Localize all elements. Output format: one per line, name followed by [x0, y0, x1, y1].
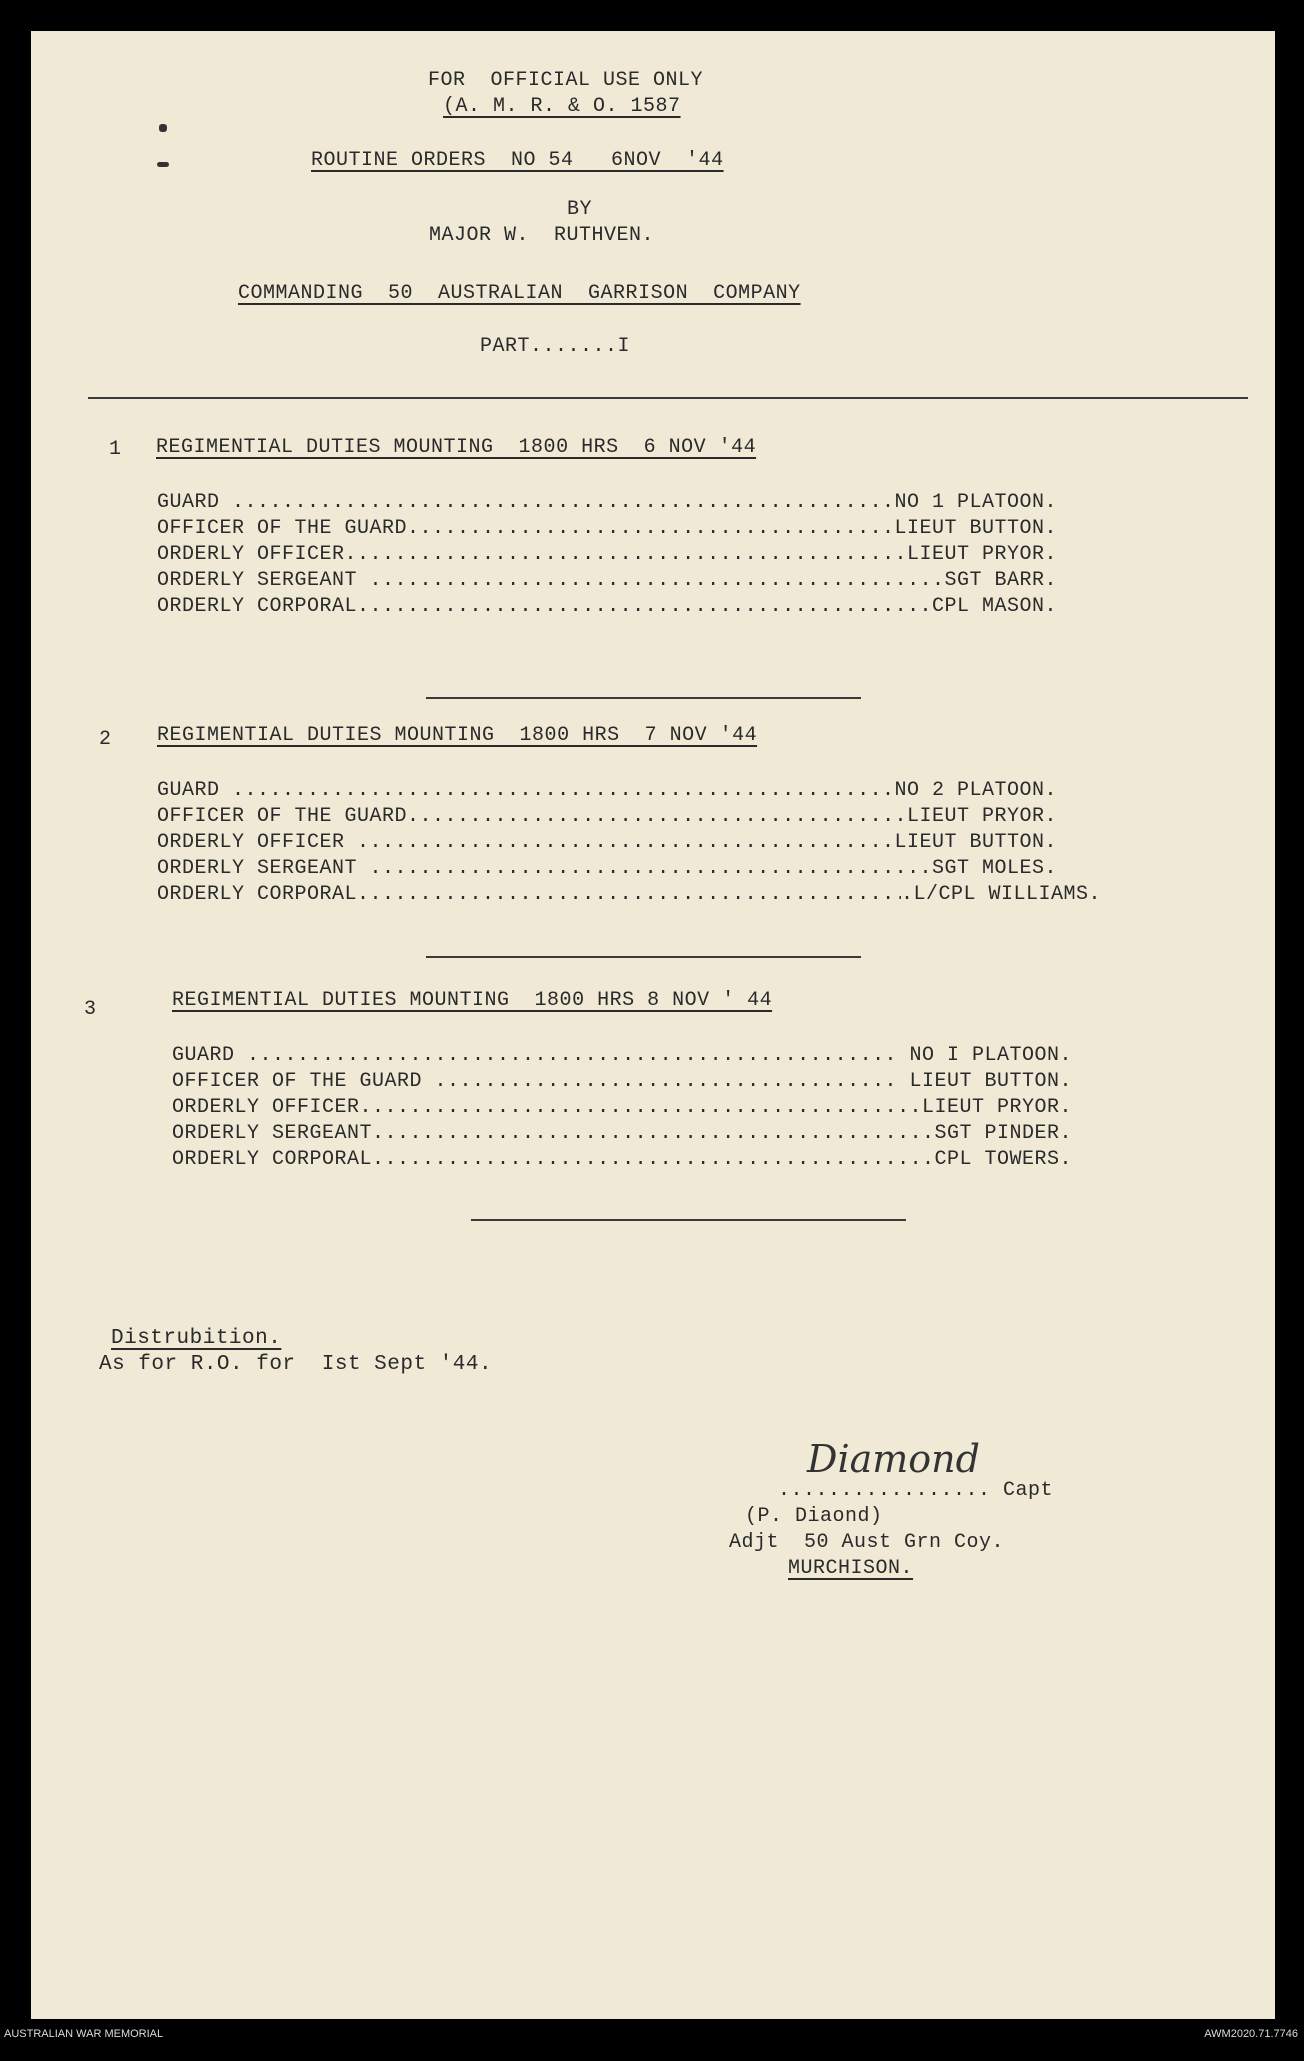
duty-row: [172, 1148, 1072, 1171]
duty-row: [157, 831, 1057, 854]
major-name: MAJOR W. RUTHVEN.: [429, 224, 655, 247]
duty-row: [157, 543, 1057, 566]
section-divider: [471, 1219, 906, 1221]
duty-label: ORDERLY OFFICER: [157, 543, 345, 566]
duty-value: .LIEUT PRYOR.: [909, 1096, 1072, 1119]
part-line: PART.......I: [480, 335, 631, 358]
duty-value: .LIEUT BUTTON.: [881, 831, 1057, 854]
duty-label: OFFICER OF THE GUARD: [157, 517, 408, 540]
footer-left: AUSTRALIAN WAR MEMORIAL: [4, 2028, 164, 2040]
duty-value: .NO 1 PLATOON.: [881, 491, 1057, 514]
duty-value: . NO I PLATOON.: [884, 1044, 1072, 1067]
duty-value: .SGT BARR.: [931, 569, 1057, 592]
duty-value: . LIEUT BUTTON.: [884, 1070, 1072, 1093]
by-line: BY: [567, 198, 593, 221]
amr-reference: (A. M. R. & O. 1587: [443, 95, 681, 118]
duty-value: .LIEUT PRYOR.: [894, 805, 1057, 828]
duty-row: [157, 857, 1057, 880]
duty-value: .SGT PINDER.: [921, 1122, 1072, 1145]
duty-row: [157, 779, 1057, 802]
signatory-name: (P. Diaond): [745, 1505, 883, 1528]
duty-row: [157, 569, 1057, 592]
distribution-heading: Distrubition.: [111, 1327, 282, 1350]
section-divider: [426, 956, 861, 958]
duty-label: ORDERLY CORPORAL: [157, 595, 358, 618]
duty-label: GUARD: [157, 491, 233, 514]
official-use-line: FOR OFFICIAL USE ONLY: [428, 69, 704, 92]
footer-right: AWM2020.71.7746: [1204, 2028, 1298, 2040]
section-divider: [426, 697, 861, 699]
duty-label: OFFICER OF THE GUARD: [172, 1070, 435, 1093]
duty-value: .SGT MOLES.: [919, 857, 1057, 880]
duty-label: ORDERLY SERGEANT: [157, 857, 370, 880]
duty-row: [157, 595, 1057, 618]
duty-value: .LIEUT PRYOR.: [894, 543, 1057, 566]
duty-label: ORDERLY OFFICER: [157, 831, 358, 854]
duty-row: [157, 491, 1057, 514]
duty-value: .CPL TOWERS.: [921, 1148, 1072, 1171]
section-title: REGIMENTIAL DUTIES MOUNTING 1800 HRS 6 NOV '44: [156, 436, 757, 459]
duty-value: .LIEUT BUTTON.: [881, 517, 1057, 540]
duty-row: [172, 1096, 1072, 1119]
duty-row: [172, 1044, 1072, 1067]
signatory-location: MURCHISON.: [788, 1557, 914, 1580]
signatory-unit: Adjt 50 Aust Grn Coy.: [729, 1531, 1005, 1554]
section-number: 2: [99, 728, 112, 751]
duty-label: ORDERLY CORPORAL: [157, 883, 358, 906]
document-page: [31, 31, 1275, 2019]
duty-row: [172, 1070, 1072, 1093]
duty-row: [172, 1122, 1072, 1145]
commanding-line: COMMANDING 50 AUSTRALIAN GARRISON COMPANY: [238, 282, 801, 305]
duty-label: OFFICER OF THE GUARD: [157, 805, 408, 828]
duty-value: .L/CPL WILLIAMS.: [900, 883, 1101, 906]
routine-orders-title: ROUTINE ORDERS NO 54 6NOV '44: [311, 149, 724, 172]
distribution-text: As for R.O. for Ist Sept '44.: [99, 1353, 493, 1376]
punch-mark: [159, 124, 167, 132]
duty-row: [157, 805, 1057, 828]
duty-row: [157, 517, 1057, 540]
duty-label: ORDERLY OFFICER: [172, 1096, 360, 1119]
punch-mark: [157, 162, 169, 167]
signature: Diamond: [807, 1437, 980, 1481]
duty-value: .NO 2 PLATOON.: [881, 779, 1057, 802]
duty-label: GUARD: [157, 779, 233, 802]
duty-label: ORDERLY CORPORAL: [172, 1148, 373, 1171]
duty-value: .CPL MASON.: [919, 595, 1057, 618]
header-divider: [88, 397, 1248, 399]
section-title: REGIMENTIAL DUTIES MOUNTING 1800 HRS 7 NOV '44: [157, 724, 758, 747]
section-number: 3: [84, 998, 97, 1021]
duty-row: [157, 883, 1101, 906]
signature-dots-line: ................. Capt: [778, 1479, 1054, 1502]
duty-label: GUARD: [172, 1044, 248, 1067]
section-number: 1: [109, 438, 122, 461]
duty-label: ORDERLY SERGEANT: [172, 1122, 373, 1145]
section-title: REGIMENTIAL DUTIES MOUNTING 1800 HRS 8 NOV ' 44: [172, 989, 773, 1012]
duty-label: ORDERLY SERGEANT: [157, 569, 370, 592]
